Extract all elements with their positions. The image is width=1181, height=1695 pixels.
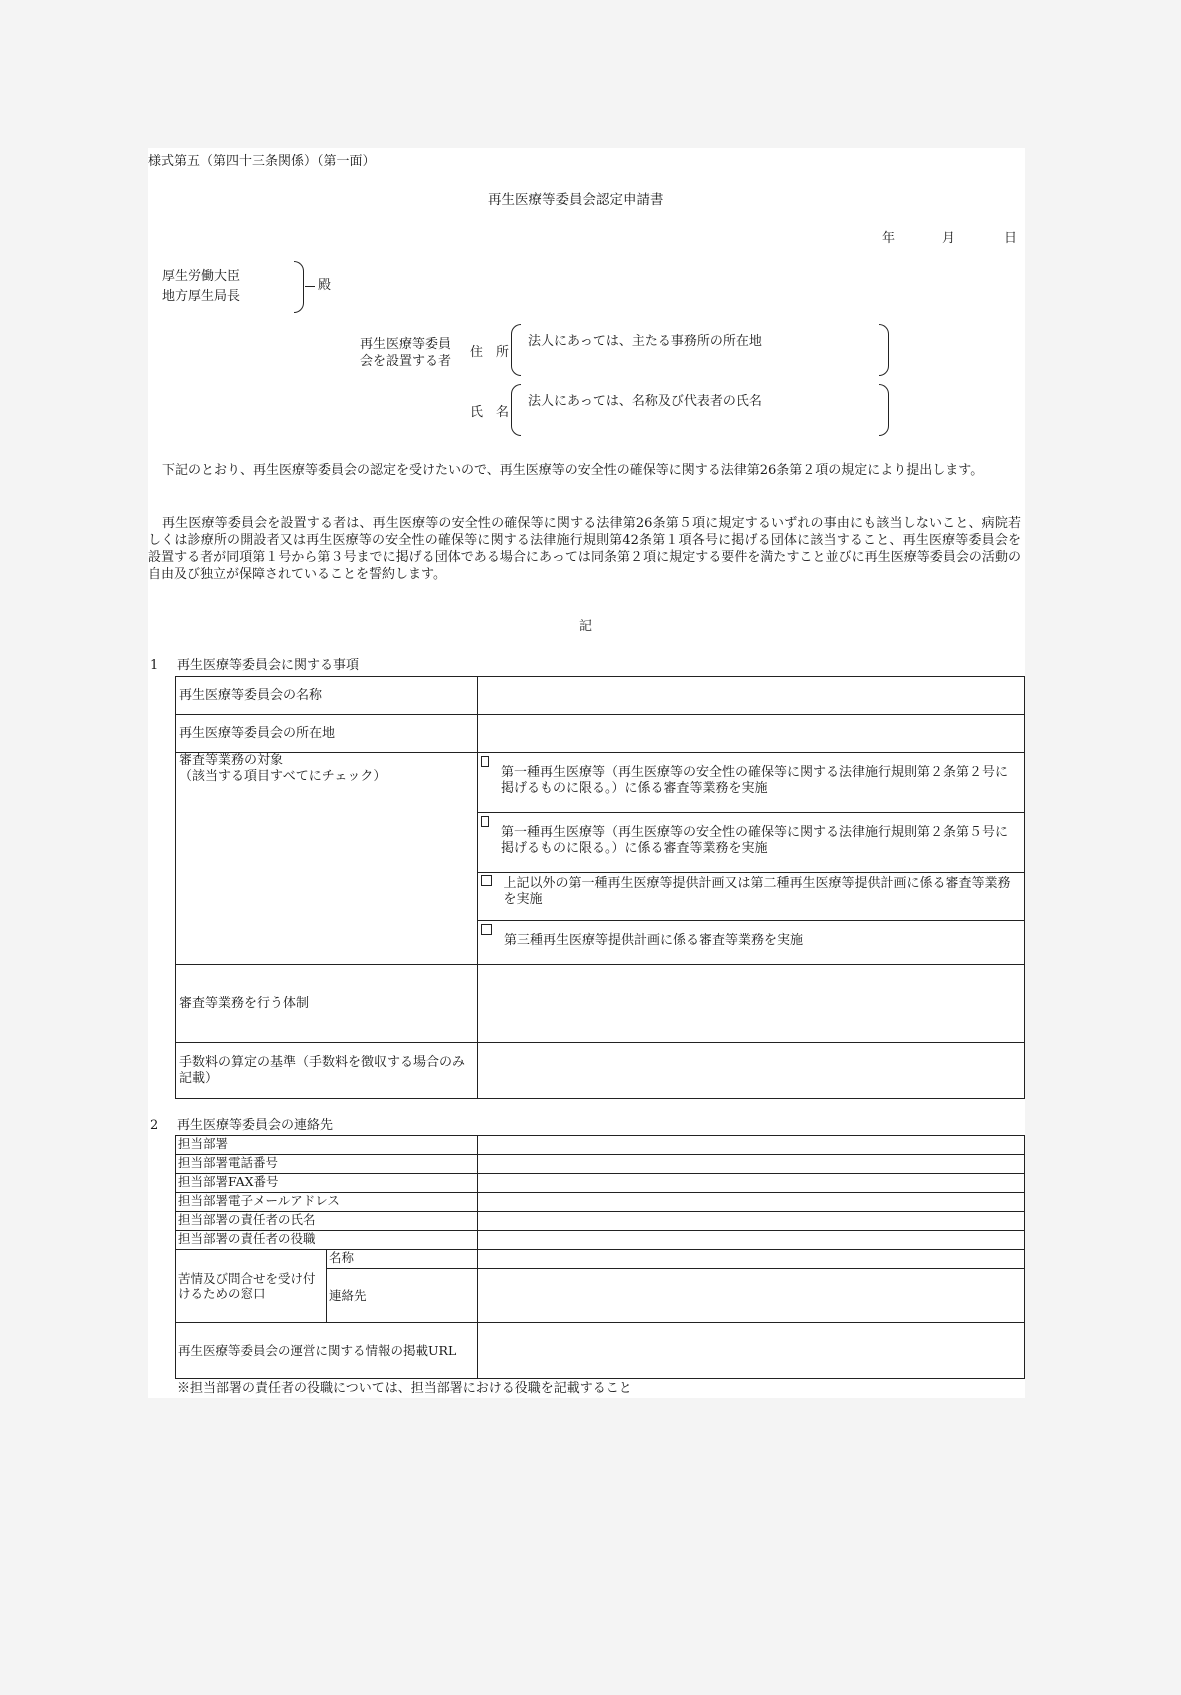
window-contact-field[interactable] bbox=[478, 1269, 1025, 1323]
committee-name-label: 再生医療等委員会の名称 bbox=[176, 677, 478, 715]
scope-option-2 bbox=[478, 813, 1025, 873]
form-title: 再生医療等委員会認定申請書 bbox=[488, 192, 664, 208]
contact-table bbox=[175, 1135, 1025, 1379]
scope-option-3 bbox=[478, 873, 1025, 921]
table-row bbox=[176, 1250, 1025, 1269]
table-row bbox=[176, 715, 1025, 753]
addressee-brace-tip bbox=[305, 286, 315, 287]
scope-option-3-checkbox[interactable] bbox=[481, 875, 492, 886]
name-note: 法人にあっては、名称及び代表者の氏名 bbox=[528, 394, 762, 409]
window-name-label: 名称 bbox=[327, 1250, 478, 1269]
review-scope-instruction: （該当する項目すべてにチェック） bbox=[179, 769, 387, 784]
address-label: 住 所 bbox=[470, 345, 510, 360]
table-row bbox=[176, 965, 1025, 1043]
table-row bbox=[176, 1212, 1025, 1231]
scope-option-3-text: 上記以外の第一種再生医療等提供計画又は第二種再生医療等提供計画に係る審査等業務を実施 bbox=[503, 876, 1011, 907]
table-row bbox=[176, 677, 1025, 715]
name-label: 氏 名 bbox=[470, 405, 510, 420]
email-field[interactable] bbox=[478, 1193, 1025, 1212]
committee-location-field[interactable] bbox=[478, 715, 1025, 753]
addressee-honorific: 殿 bbox=[318, 278, 332, 293]
address-left-bracket bbox=[511, 324, 521, 376]
date-month: 月 bbox=[942, 231, 956, 246]
address-right-bracket bbox=[879, 324, 889, 376]
committee-info-table bbox=[175, 676, 1025, 1099]
date-year: 年 bbox=[882, 231, 896, 246]
window-name-field[interactable] bbox=[478, 1250, 1025, 1269]
review-system-label: 審査等業務を行う体制 bbox=[176, 965, 478, 1043]
inquiry-window-label: 苦情及び問合せを受け付けるための窓口 bbox=[176, 1250, 327, 1323]
table-row bbox=[176, 1136, 1025, 1155]
scope-option-2-checkbox[interactable] bbox=[481, 816, 489, 827]
name-right-bracket bbox=[879, 384, 889, 436]
address-note: 法人にあっては、主たる事務所の所在地 bbox=[528, 334, 762, 349]
section1-heading: 再生医療等委員会に関する事項 bbox=[177, 658, 360, 673]
table-row bbox=[176, 753, 1025, 813]
info-url-label: 再生医療等委員会の運営に関する情報の掲載URL bbox=[176, 1323, 478, 1379]
dept-field[interactable] bbox=[478, 1136, 1025, 1155]
table-row bbox=[176, 1231, 1025, 1250]
addressee-brace bbox=[294, 261, 304, 313]
fee-basis-label: 手数料の算定の基準（手数料を徴収する場合のみ記載） bbox=[176, 1043, 478, 1099]
committee-location-label: 再生医療等委員会の所在地 bbox=[176, 715, 478, 753]
form-label: 様式第五（第四十三条関係）（第一面） bbox=[148, 154, 376, 169]
scope-option-4-text: 第三種再生医療等提供計画に係る審査等業務を実施 bbox=[504, 933, 804, 948]
section1-number: 1 bbox=[150, 658, 159, 673]
table-row bbox=[176, 1043, 1025, 1099]
name-left-bracket bbox=[511, 384, 521, 436]
date-day: 日 bbox=[1004, 231, 1018, 246]
section2-number: 2 bbox=[150, 1118, 159, 1133]
info-url-field[interactable] bbox=[478, 1323, 1025, 1379]
manager-name-field[interactable] bbox=[478, 1212, 1025, 1231]
review-system-field[interactable] bbox=[478, 965, 1025, 1043]
fax-field[interactable] bbox=[478, 1174, 1025, 1193]
dept-label: 担当部署 bbox=[176, 1136, 478, 1155]
paragraph-pledge: 再生医療等委員会を設置する者は、再生医療等の安全性の確保等に関する法律第26条第５項に規定するいずれの事由にも該当しないこと、病院若しくは診療所の開設者又は再生医療等の安全性の確保等に関する法律施行規則第42条第１項各号に掲げる団体に該当すること、再生医療等委員会を設置する者が同項第１号から第３号までに掲げる団体である場合にあっては同条第２項に規定する要件を満たすこと並びに再生医療等委員会の活動の自由及び独立が保障されていることを誓約します。 bbox=[148, 516, 1021, 582]
email-label: 担当部署電子メールアドレス bbox=[176, 1193, 478, 1212]
footnote: ※担当部署の責任者の役職については、担当部署における役職を記載すること bbox=[177, 1381, 632, 1396]
scope-option-1-text: 第一種再生医療等（再生医療等の安全性の確保等に関する法律施行規則第２条第２号に掲げるものに限る。）に係る審査等業務を実施 bbox=[501, 765, 1009, 796]
paragraph-submission: 下記のとおり、再生医療等委員会の認定を受けたいので、再生医療等の安全性の確保等に関する法律第26条第２項の規定により提出します。 bbox=[162, 463, 984, 478]
ki-marker: 記 bbox=[579, 619, 593, 634]
scope-option-4-checkbox[interactable] bbox=[481, 924, 492, 935]
applicant-label-2: 会を設置する者 bbox=[360, 354, 452, 369]
table-row bbox=[176, 1193, 1025, 1212]
table-row bbox=[176, 1323, 1025, 1379]
table-row bbox=[176, 1174, 1025, 1193]
committee-name-field[interactable] bbox=[478, 677, 1025, 715]
applicant-label-1: 再生医療等委員 bbox=[360, 337, 452, 352]
manager-name-label: 担当部署の責任者の氏名 bbox=[176, 1212, 478, 1231]
scope-option-2-text: 第一種再生医療等（再生医療等の安全性の確保等に関する法律施行規則第２条第５号に掲げるものに限る。）に係る審査等業務を実施 bbox=[501, 825, 1009, 856]
review-scope-label bbox=[176, 753, 478, 965]
manager-title-label: 担当部署の責任者の役職 bbox=[176, 1231, 478, 1250]
scope-option-4 bbox=[478, 921, 1025, 965]
fax-label: 担当部署FAX番号 bbox=[176, 1174, 478, 1193]
scope-option-1 bbox=[478, 753, 1025, 813]
table-row bbox=[176, 1155, 1025, 1174]
application-form-page bbox=[148, 148, 1025, 1398]
addressee-line1: 厚生労働大臣 bbox=[162, 269, 241, 284]
phone-field[interactable] bbox=[478, 1155, 1025, 1174]
manager-title-field[interactable] bbox=[478, 1231, 1025, 1250]
section2-heading: 再生医療等委員会の連絡先 bbox=[177, 1118, 334, 1133]
fee-basis-field[interactable] bbox=[478, 1043, 1025, 1099]
window-contact-label: 連絡先 bbox=[327, 1269, 478, 1323]
review-scope-title: 審査等業務の対象 bbox=[179, 753, 284, 768]
addressee-line2: 地方厚生局長 bbox=[162, 289, 241, 304]
scope-option-1-checkbox[interactable] bbox=[481, 756, 489, 767]
phone-label: 担当部署電話番号 bbox=[176, 1155, 478, 1174]
